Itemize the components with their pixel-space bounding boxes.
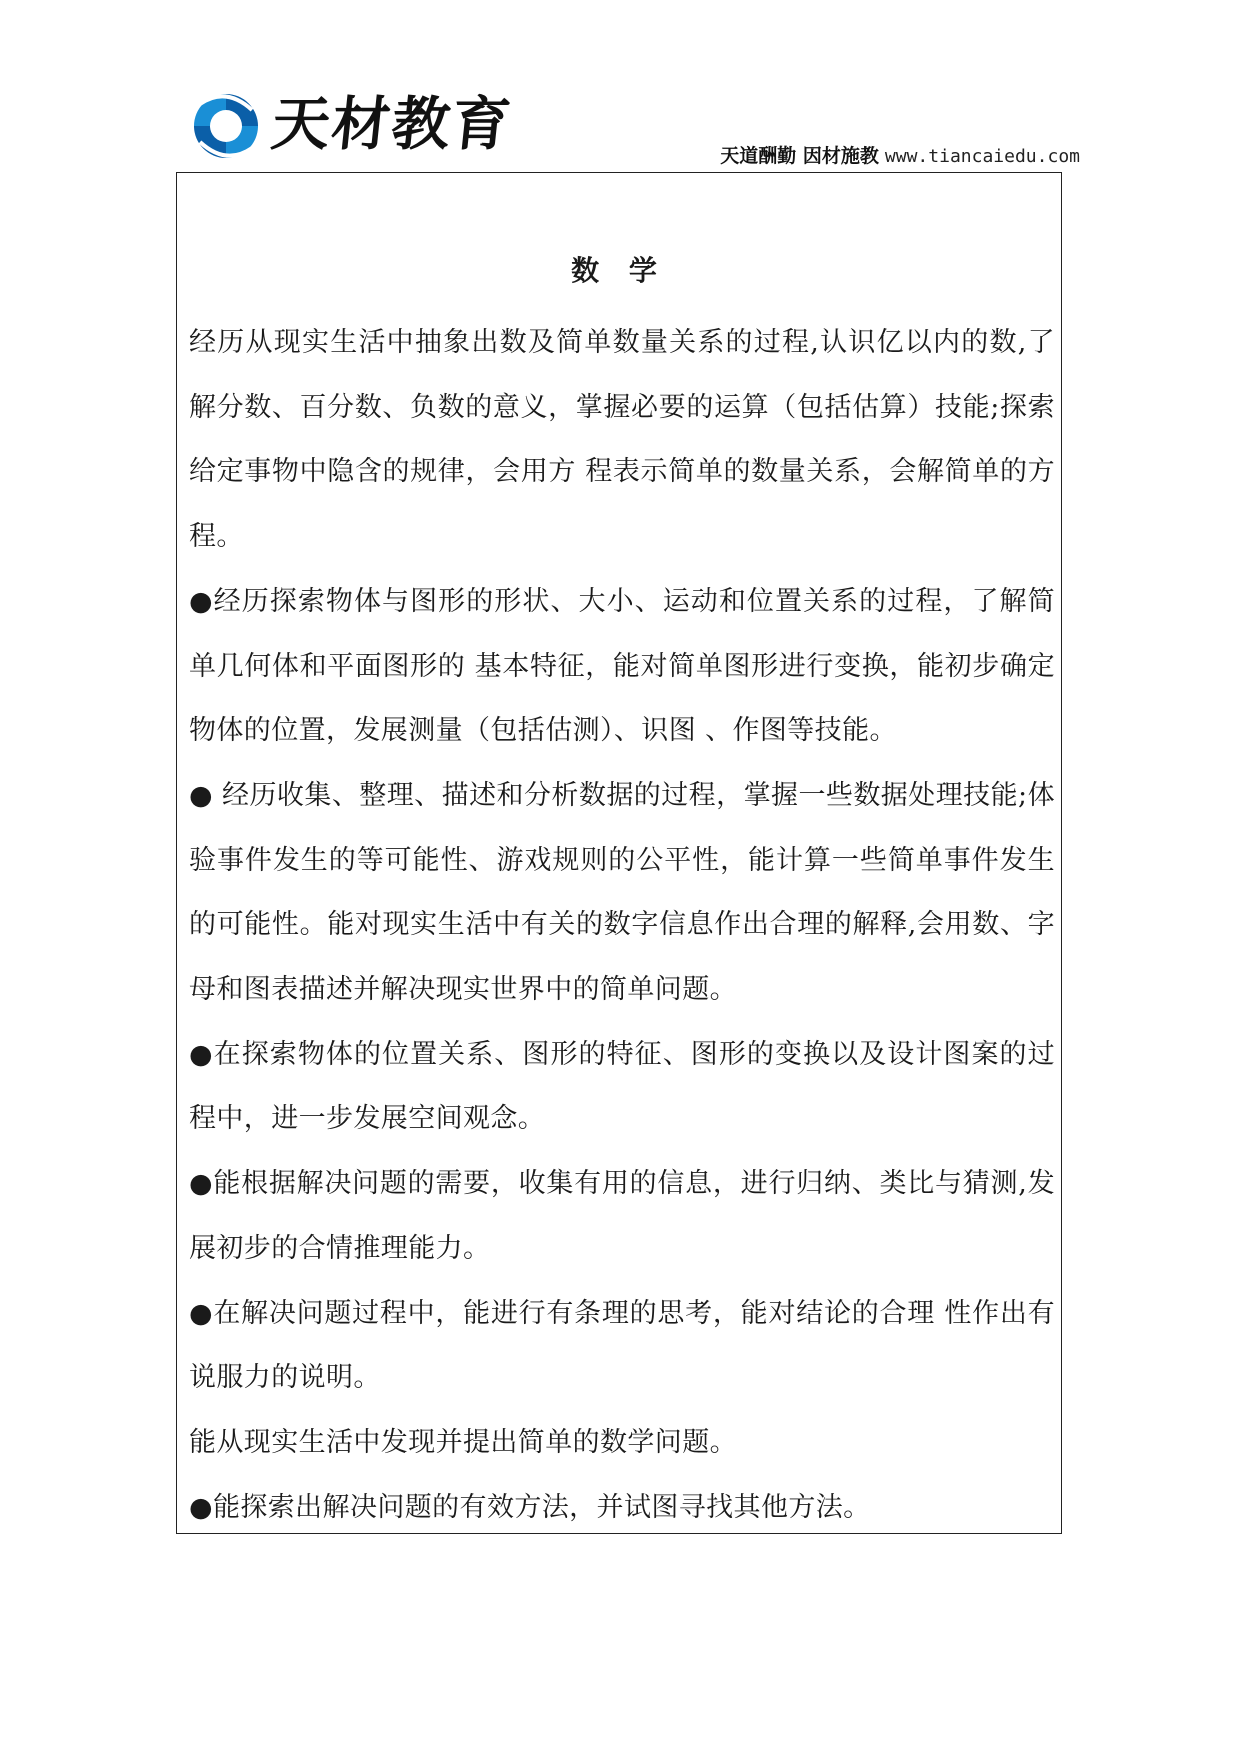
paragraph: ●在解决问题过程中，能进行有条理的思考，能对结论的合理 性作出有说服力的说明。 [189,1297,1055,1394]
content-frame [176,172,1062,1534]
header-motto [720,144,1080,169]
paragraph: ● 经历收集、整理、描述和分析数据的过程，掌握一些数据处理技能;体验事件发生的等可能性、游戏规则的公平性，能计算一些简单事件发生的可能性。能对现实生活中有关的数字信息作出合理的解释,会用数、字母和图表描述并解决现实世界中的简单问题。 [189,779,1055,1006]
swirl-logo-icon [190,90,262,162]
document-body [189,311,1055,1540]
paragraph: ●经历探索物体与图形的形状、大小、运动和位置关系的过程，了解简单几何体和平面图形的 基本特征，能对简单图形进行变换，能初步确定物体的位置，发展测量（包括估测）、识图 、作图等技能。 [189,585,1055,747]
motto-text: 天道酬勤 因材施教 [720,145,879,167]
paragraph: ●能根据解决问题的需要，收集有用的信息，进行归纳、类比与猜测,发展初步的合情推理能力。 [189,1168,1055,1264]
paragraph: ●在探索物体的位置关系、图形的特征、图形的变换以及设计图案的过程中，进一步发展空间观念。 [189,1038,1055,1135]
logo-wordmark: 天材教育 [268,90,516,158]
paragraph: ●能探索出解决问题的有效方法，并试图寻找其他方法。 [189,1491,871,1523]
paragraph: 能从现实生活中发现并提出简单的数学问题。 [189,1426,737,1458]
page-title: 数 学 [571,254,667,287]
paragraph: 经历从现实生活中抽象出数及简单数量关系的过程,认识亿以内的数,了解分数、百分数、负数的意义，掌握必要的运算（包括估算）技能;探索给定事物中隐含的规律，会用方 程表示简单的数量关系，会解简单的方程。 [189,327,1055,553]
page-header [190,82,1080,170]
site-url: www.tiancaiedu.com [884,146,1080,167]
